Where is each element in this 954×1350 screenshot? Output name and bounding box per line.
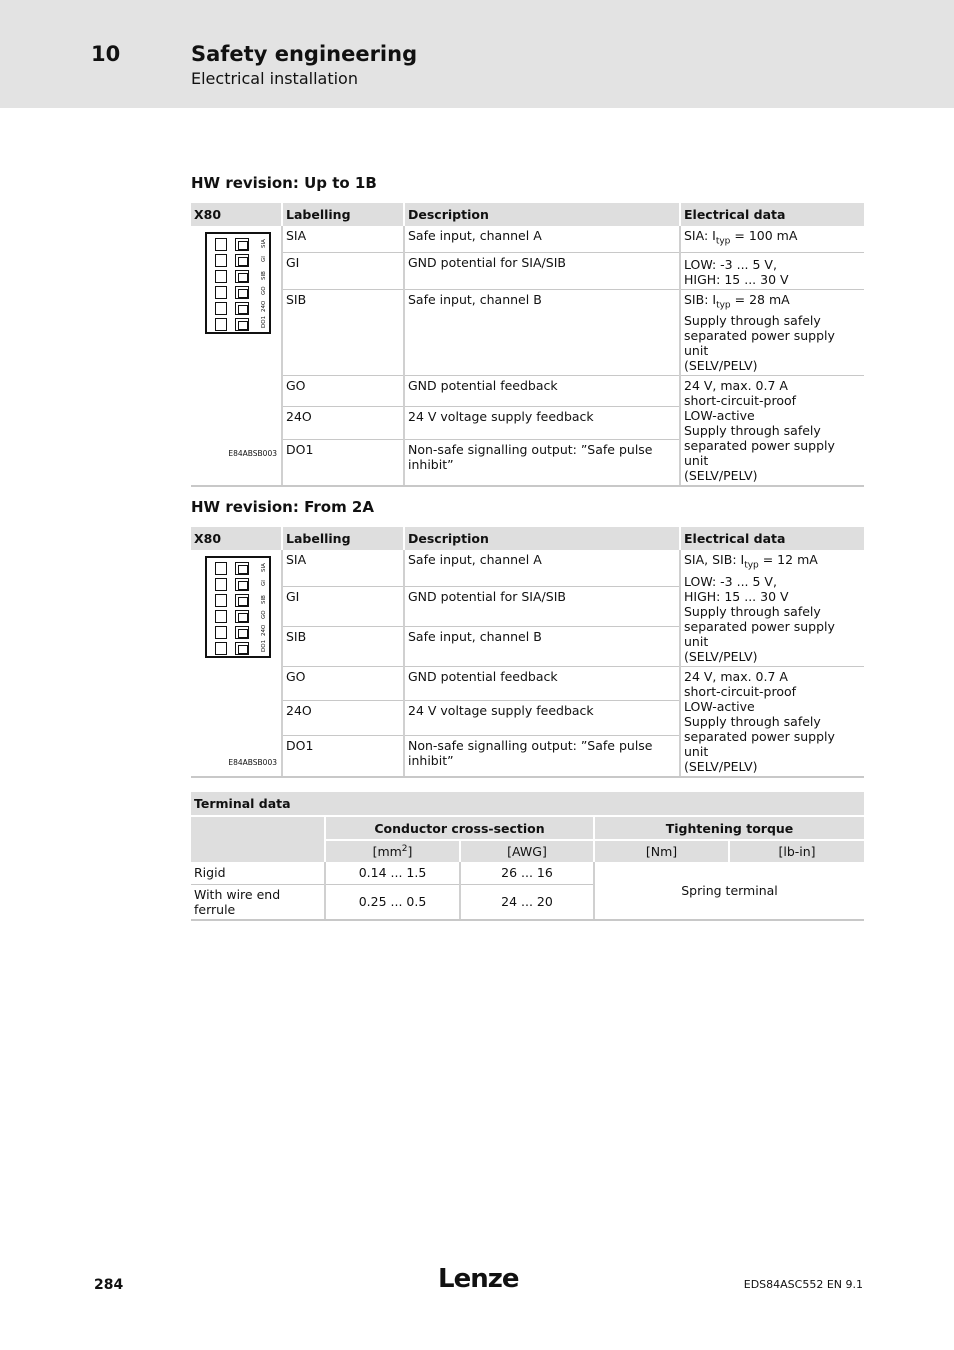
connector-image bbox=[191, 226, 282, 486]
desc-cell: 24 V voltage supply feedback bbox=[404, 407, 680, 440]
elec-cell: SIA: $I_{typ} = 100$ mA bbox=[680, 226, 864, 252]
terminal-data-table bbox=[191, 792, 864, 921]
label-cell: 24O bbox=[282, 407, 404, 440]
pin-label: GI bbox=[261, 580, 267, 586]
chapter-number: 10 bbox=[91, 42, 121, 66]
spring-terminal: Spring terminal bbox=[594, 862, 864, 920]
pin-label: 24O bbox=[261, 624, 267, 636]
col-labelling: Labelling bbox=[282, 527, 404, 550]
elec-cell: LOW: -3 ... 5 V, HIGH: 15 ... 30 V bbox=[680, 252, 864, 289]
pin-label: SIB bbox=[261, 271, 267, 280]
label-cell: GO bbox=[282, 666, 404, 701]
terminal-type: With wire end ferrule bbox=[191, 884, 325, 920]
label-cell: SIA bbox=[282, 226, 404, 252]
table-row bbox=[191, 289, 864, 376]
x80-connector bbox=[205, 556, 271, 658]
desc-cell: Safe input, channel A bbox=[404, 226, 680, 252]
section1-title: HW revision: Up to 1B bbox=[191, 174, 377, 192]
pin-label: GO bbox=[261, 286, 267, 295]
lenze-logo: Lenze bbox=[438, 1264, 519, 1294]
label-cell: SIB bbox=[282, 626, 404, 666]
mm2-value: 0.14 ... 1.5 bbox=[325, 862, 460, 884]
connector-image bbox=[191, 550, 282, 777]
desc-cell: Safe input, channel B bbox=[404, 626, 680, 666]
col-electrical: Electrical data bbox=[680, 527, 864, 550]
label-cell: DO1 bbox=[282, 439, 404, 486]
table-row bbox=[191, 862, 864, 884]
label-cell: 24O bbox=[282, 701, 404, 736]
section2-title: HW revision: From 2A bbox=[191, 498, 374, 516]
elec-cell: SIB: $I_{typ} = 28$ mA Supply through safely separated power supply unit (SELV/PELV) bbox=[680, 289, 864, 376]
unit-mm2: $[mm^2]$ bbox=[325, 840, 460, 862]
table-row bbox=[191, 376, 864, 407]
col-x80: X80 bbox=[191, 203, 282, 226]
col-x80: X80 bbox=[191, 527, 282, 550]
label-cell: SIA bbox=[282, 550, 404, 586]
desc-cell: Safe input, channel B bbox=[404, 289, 680, 376]
x80-table-1b bbox=[191, 203, 864, 487]
col-labelling: Labelling bbox=[282, 203, 404, 226]
torque-header: Tightening torque bbox=[594, 816, 864, 840]
pin-label: SIA bbox=[261, 239, 267, 248]
awg-value: 26 ... 16 bbox=[460, 862, 594, 884]
desc-cell: GND potential feedback bbox=[404, 376, 680, 407]
pin-label: 24O bbox=[261, 300, 267, 312]
pin-label: SIB bbox=[261, 595, 267, 604]
chapter-subtitle: Electrical installation bbox=[191, 69, 358, 88]
label-cell: GI bbox=[282, 586, 404, 626]
x80-connector bbox=[205, 232, 271, 334]
chapter-title: Safety engineering bbox=[191, 42, 418, 66]
unit-lbin: [lb-in] bbox=[729, 840, 864, 862]
desc-cell: Safe input, channel A bbox=[404, 550, 680, 586]
table-row bbox=[191, 550, 864, 586]
label-cell: GI bbox=[282, 252, 404, 289]
conductor-header: Conductor cross-section bbox=[325, 816, 594, 840]
pin-label: SIA bbox=[261, 563, 267, 572]
desc-cell: GND potential feedback bbox=[404, 666, 680, 701]
table-header-row bbox=[191, 203, 864, 226]
table-header-row bbox=[191, 527, 864, 550]
unit-awg: [AWG] bbox=[460, 840, 594, 862]
pin-label: DO1 bbox=[261, 639, 267, 652]
table-row bbox=[191, 666, 864, 701]
x80-table-2a bbox=[191, 527, 864, 778]
elec-cell: SIA, SIB: $I_{typ} = 12$ mA LOW: -3 ... 5 V, HIGH: 15 ... 30 V Supply through safely separated power supply unit (SELV/PELV) bbox=[680, 550, 864, 666]
label-cell: SIB bbox=[282, 289, 404, 376]
terminal-title: Terminal data bbox=[191, 792, 864, 816]
col-description: Description bbox=[404, 527, 680, 550]
image-caption: E84ABSB003 bbox=[228, 449, 277, 458]
col-electrical: Electrical data bbox=[680, 203, 864, 226]
table-row bbox=[191, 226, 864, 252]
page-header bbox=[0, 0, 954, 108]
label-cell: DO1 bbox=[282, 736, 404, 777]
page-number: 284 bbox=[94, 1277, 124, 1293]
pin-label: GI bbox=[261, 256, 267, 262]
terminal-type: Rigid bbox=[191, 862, 325, 884]
mm2-value: 0.25 ... 0.5 bbox=[325, 884, 460, 920]
label-cell: GO bbox=[282, 376, 404, 407]
pin-label: GO bbox=[261, 610, 267, 619]
desc-cell: Non-safe signalling output: ”Safe pulse inhibit” bbox=[404, 439, 680, 486]
table-row bbox=[191, 252, 864, 289]
awg-value: 24 ... 20 bbox=[460, 884, 594, 920]
elec-cell: 24 V, max. 0.7 A short-circuit-proof LOW-active Supply through safely separated power supply unit (SELV/PELV) bbox=[680, 376, 864, 487]
desc-cell: GND potential for SIA/SIB bbox=[404, 586, 680, 626]
document-id: EDS84ASC552 EN 9.1 bbox=[743, 1278, 863, 1291]
unit-nm: [Nm] bbox=[594, 840, 729, 862]
image-caption: E84ABSB003 bbox=[228, 757, 277, 767]
desc-cell: Non-safe signalling output: ”Safe pulse inhibit” bbox=[404, 736, 680, 777]
desc-cell: 24 V voltage supply feedback bbox=[404, 701, 680, 736]
elec-cell: 24 V, max. 0.7 A short-circuit-proof LOW-active Supply through safely separated power supply unit (SELV/PELV) bbox=[680, 666, 864, 777]
desc-cell: GND potential for SIA/SIB bbox=[404, 252, 680, 289]
col-description: Description bbox=[404, 203, 680, 226]
blank-header bbox=[191, 816, 325, 862]
pin-label: DO1 bbox=[261, 315, 267, 328]
